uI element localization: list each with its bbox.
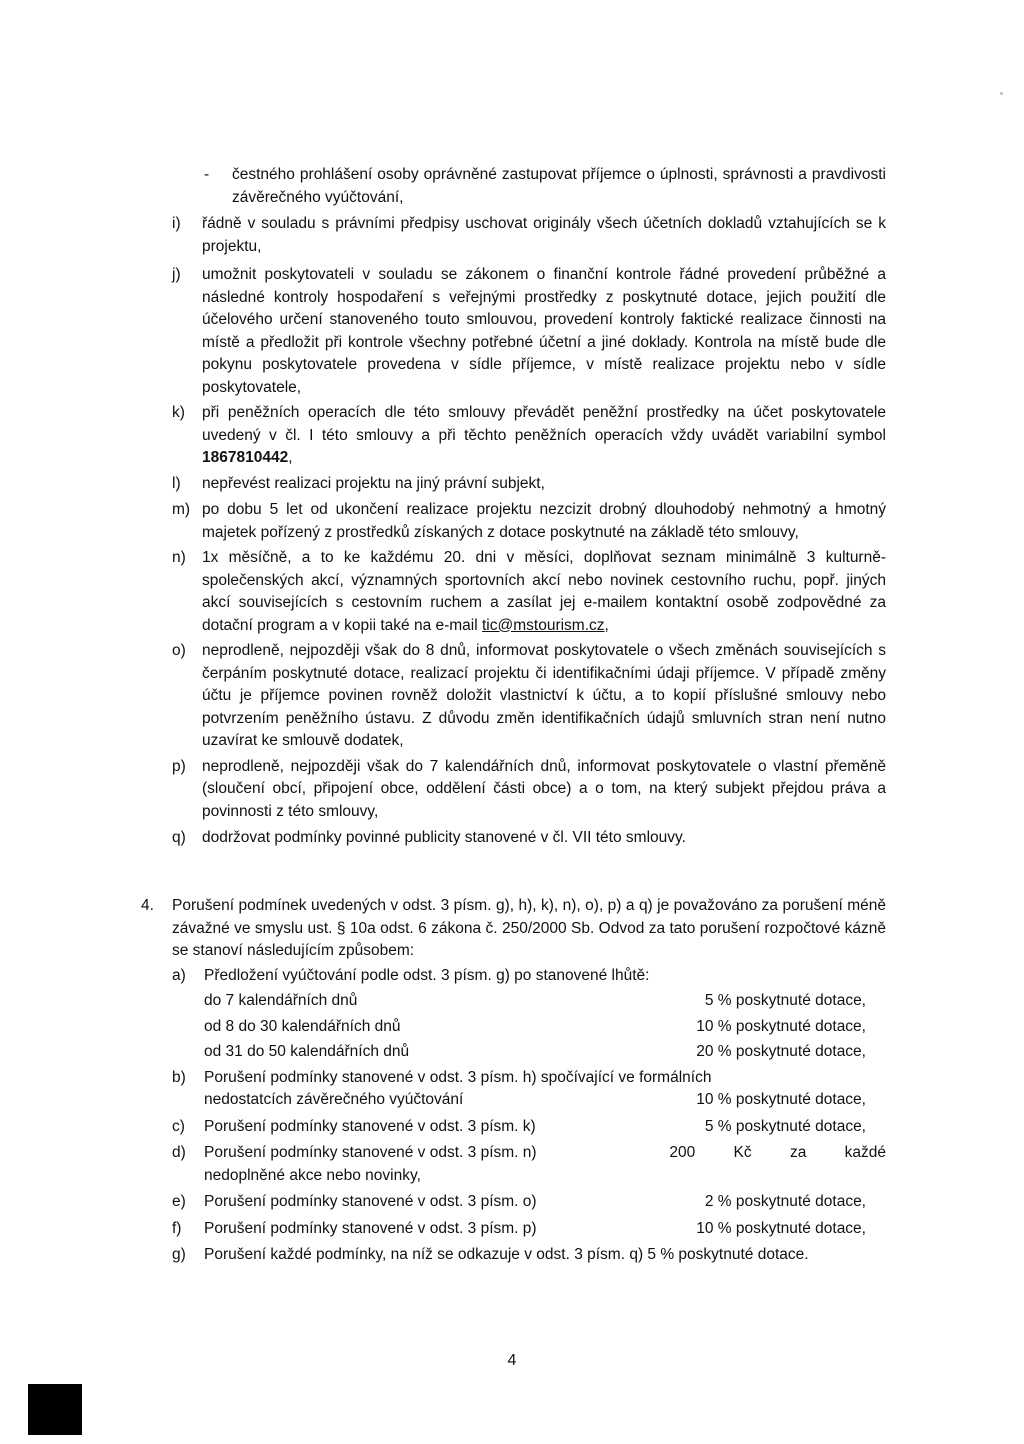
section-4 [141,895,886,1267]
list-item-q [172,827,886,850]
email-link[interactable]: tic@mstourism.cz [482,616,605,634]
penalty-text: Porušení podmínky stanovené v odst. 3 písm. k) [204,1117,536,1135]
item-marker: i) [172,215,181,232]
scan-speck [1000,92,1003,95]
penalty-text: Porušení podmínky stanovené v odst. 3 písm. h) spočívající ve formálních [204,1068,712,1086]
list-item-i [172,213,886,258]
tier-value: 5 % poskytnuté dotace, [704,992,866,1009]
bullet-marker: - [204,166,210,183]
tier-label: od 31 do 50 kalendářních dnů [204,1043,410,1060]
item-text-end: , [604,616,609,634]
item-marker: m) [172,501,191,518]
item-text: nepřevést realizaci projektu na jiný právní subjekt, [202,474,545,492]
penalty-text: Porušení každé podmínky, na níž se odkazuje v odst. 3 písm. q) 5 % poskytnuté dotace. [204,1246,809,1263]
list-item-o [172,640,886,753]
penalty-marker: b) [172,1068,186,1086]
item-marker: j) [172,266,181,283]
penalty-text-cont: nedoplněné akce nebo novinky, [204,1166,421,1184]
penalty-c [172,1116,866,1139]
penalty-f [172,1218,866,1241]
penalty-value: 10 % poskytnuté dotace, [696,1219,866,1237]
item-marker: q) [172,829,186,846]
list-item-m [172,499,886,544]
penalty-tier [204,1041,866,1064]
list-item-j [172,264,886,399]
penalty-value: 5 % poskytnuté dotace, [704,1117,866,1135]
list-item-n [172,547,886,637]
redaction-block [28,1384,82,1435]
item-text: při peněžních operacích dle této smlouvy převádět peněžní prostředky na účet poskytovatele uvedený v čl. I této smlouvy a při těchto peněžních operacích vždy uvádět variabilní symbol [202,404,886,444]
item-marker: p) [172,757,186,775]
item-text: umožnit poskytovateli v souladu se zákonem o finanční kontrole řádné provedení průběžné a následné kontroly hospodaření s veřejnými prostředky z poskytnuté dotace, jejich použití dle účelového určení stanoveného touto smlouvou, provedení kontroly faktické realizace činnosti na místě a předložit při kontrole všechny potřebné účetní a jiné doklady. Kontrola na místě bude dle pokynu poskytovatele provedena v sídle příjemce, v místě realizace projektu nebo v sídle poskytovatele, [202,266,886,396]
tier-label: do 7 kalendářních dnů [204,992,358,1009]
section-number: 4. [141,897,154,914]
item-text: dodržovat podmínky povinné publicity stanovené v čl. VII této smlouvy. [202,829,686,846]
list-item-p [172,756,886,824]
penalty-value: 200 Kč za každé [669,1144,886,1161]
item-marker: k) [172,404,185,421]
penalty-d [172,1142,886,1165]
tier-label: od 8 do 30 kalendářních dnů [204,1017,401,1035]
penalty-marker: c) [172,1117,185,1135]
item-marker: n) [172,549,186,566]
section-4-intro [141,895,886,963]
item-text: řádně v souladu s právními předpisy uschovat originály všech účetních dokladů vztahujících se k projektu, [202,215,886,255]
tier-value: 10 % poskytnuté dotace, [696,1017,866,1035]
list-item-k [172,402,886,470]
penalty-text: Porušení podmínky stanovené v odst. 3 písm. p) [204,1219,537,1237]
tier-value: 20 % poskytnuté dotace, [696,1043,866,1060]
item-marker: o) [172,642,186,659]
penalty-marker: a) [172,966,186,984]
penalty-tier [204,1016,866,1039]
penalty-marker: f) [172,1219,182,1237]
penalty-e [172,1191,866,1214]
penalty-value: 10 % poskytnuté dotace, [696,1091,866,1108]
penalty-marker: d) [172,1144,186,1161]
item-text: neprodleně, nejpozději však do 7 kalendářních dnů, informovat poskytovatele o vlastní přeměně (sloučení obcí, připojení obce, oddělení části obce) a o tom, na který subjekt přejdou práva a povinnosti z této smlouvy, [202,757,886,820]
penalty-b [172,1067,886,1090]
item-text: po dobu 5 let od ukončení realizace projektu nezcizit drobný dlouhodobý nehmotný a hmotný majetek pořízený z prostředků získaných z dotace poskytnuté na základě této smlouvy, [202,501,886,541]
item-text: 1x měsíčně, a to ke každému 20. dni v měsíci, doplňovat seznam minimálně 3 kulturně-společenských akcí, významných sportovních akcí nebo novinek cestovního ruchu, popř. jiných akcí souvisejících s cestovním ruchem a zasílat jej e-mailem kontaktní osobě zodpovědné za dotační program a v kopii také na e-mail [202,549,886,634]
bullet-text: čestného prohlášení osoby oprávněné zastupovat příjemce o úplnosti, správnosti a pravdivosti závěrečného vyúčtování, [232,166,886,206]
penalty-tier [204,990,866,1013]
penalty-text-cont: nedostatcích závěrečného vyúčtování [204,1091,464,1108]
bullet-item [204,164,886,209]
list-item-l [172,473,886,496]
penalty-text: Porušení podmínky stanovené v odst. 3 písm. o) [204,1193,537,1210]
obligations-list [172,213,886,850]
page-number: 4 [507,1352,517,1369]
penalty-marker: g) [172,1246,186,1263]
penalty-g [172,1244,886,1267]
penalty-marker: e) [172,1193,186,1210]
section-intro-text: Porušení podmínek uvedených v odst. 3 písm. g), h), k), n), o), p) a q) je považováno za porušení méně závažné ve smyslu ust. § 10a odst. 6 zákona č. 250/2000 Sb. Odvod za tato porušení rozpočtové kázně se stanoví následujícím způsobem: [172,897,886,959]
penalty-b-line2 [204,1089,866,1112]
penalty-text: Předložení vyúčtování podle odst. 3 písm. g) po stanovené lhůtě: [204,966,650,984]
penalty-value: 2 % poskytnuté dotace, [704,1193,866,1210]
penalty-d-line2 [204,1165,886,1188]
item-marker: l) [172,474,181,492]
variable-symbol: 1867810442 [202,449,289,466]
penalty-text: Porušení podmínky stanovené v odst. 3 písm. n) [204,1144,537,1161]
item-text: neprodleně, nejpozději však do 8 dnů, informovat poskytovatele o všech změnách souvisejících s čerpáním poskytnuté dotace, realizací projektu či identifikačními údaji příjemce. V případě změny účtu je příjemce povinen rovněž doložit vlastnictví k účtu, a to kopií příslušné smlouvy nebo potvrzením peněžního ústavu. Z důvodu změn identifikačních údajů smluvních stran není nutno uzavírat ke smlouvě dodatek, [202,642,886,749]
item-text-end: , [288,449,293,466]
penalty-a [172,965,886,988]
